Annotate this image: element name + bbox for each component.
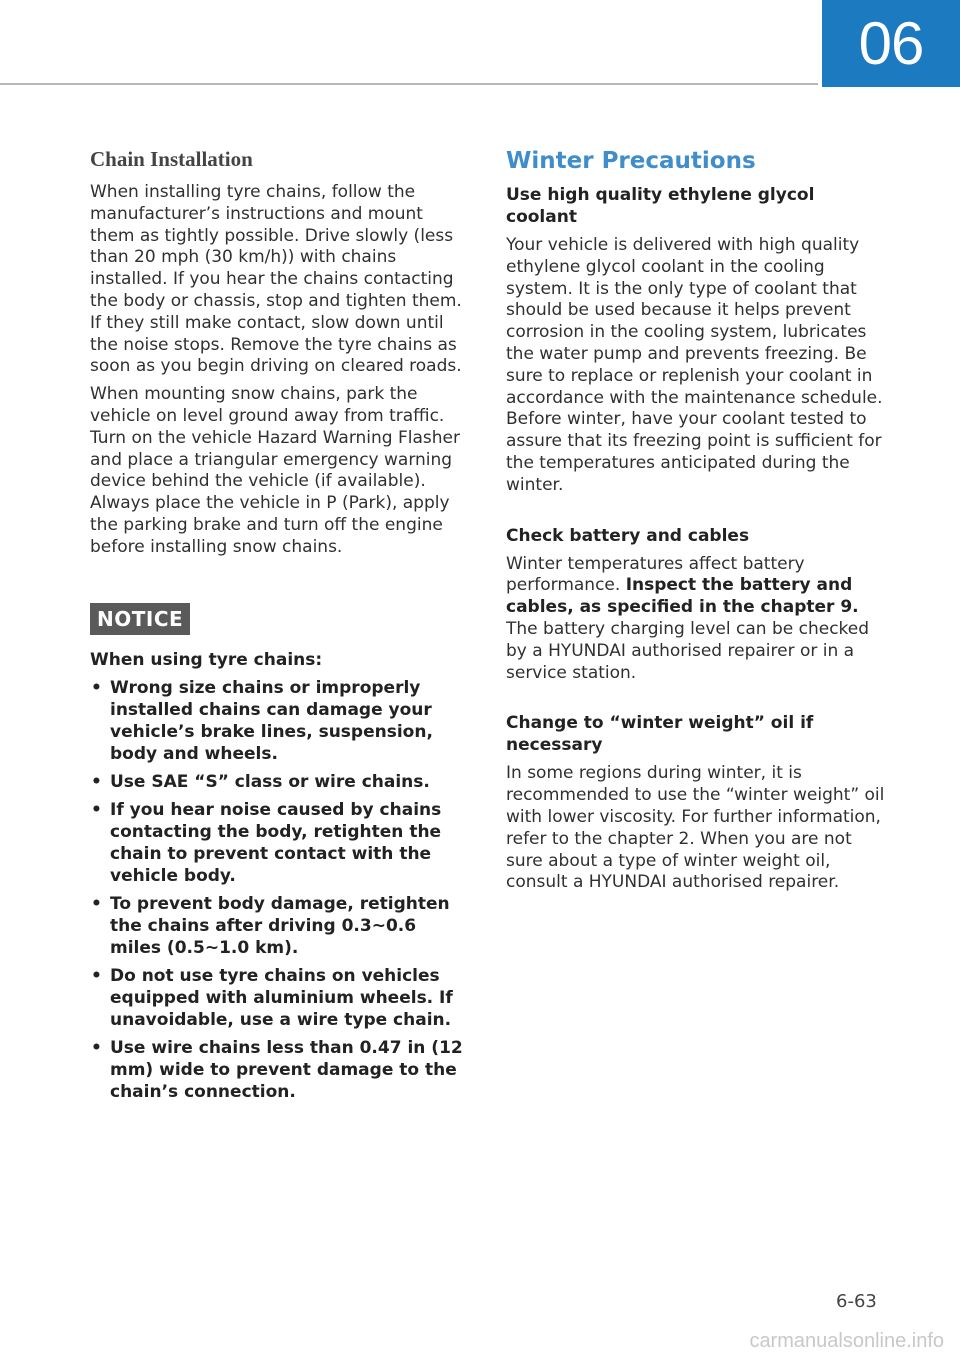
chapter-tab: 06	[822, 0, 960, 87]
battery-text: Winter temperatures affect battery performance.	[506, 553, 805, 596]
list-item	[90, 965, 468, 1031]
paragraph-battery	[506, 554, 886, 685]
subheading-battery: Check battery and cables	[506, 525, 750, 546]
bullet-icon: •	[91, 965, 102, 986]
bullet-icon: •	[91, 771, 102, 792]
left-column	[90, 145, 468, 1109]
battery-text-continued: The battery charging level can be checked by a HYUNDAI authorised repairer or in a service station.	[506, 618, 870, 683]
bullet-icon: •	[91, 677, 102, 698]
notice-bullet-list	[90, 677, 468, 1103]
list-item	[90, 1037, 468, 1103]
list-item-text: If you hear noise caused by chains contacting the body, retighten the chain to prevent contact with the vehicle body.	[110, 799, 442, 886]
subheading-oil: Change to “winter weight” oil if necessary	[506, 713, 814, 756]
watermark: carmanualsonline.info	[749, 1330, 944, 1352]
paragraph-coolant: Your vehicle is delivered with high quality ethylene glycol coolant in the cooling system. It is the only type of coolant that should be used because it helps prevent corrosion in the cooling system, lubricates the water pump and prevents freezing. Be sure to replace or replenish your coolant in accordance with the maintenance schedule. Before winter, have your coolant tested to assure that its freezing point is sufficient for the temperatures anticipated during the winter.	[506, 235, 883, 495]
list-item	[90, 677, 468, 765]
paragraph: When mounting snow chains, park the vehicle on level ground away from traffic. Turn on the vehicle Hazard Warning Flasher and place a triangular emergency warning device behind the vehicle (if available). Always place the vehicle in P (Park), apply the parking brake and turn off the engine before installing snow chains.	[90, 384, 460, 557]
list-item	[90, 893, 468, 959]
list-item	[90, 799, 468, 887]
bullet-icon: •	[91, 893, 102, 914]
page-number: 6-63	[836, 1291, 877, 1312]
list-item-text: Use SAE “S” class or wire chains.	[110, 771, 430, 792]
right-column	[506, 145, 886, 900]
bullet-icon: •	[91, 1037, 102, 1058]
list-item	[90, 771, 468, 793]
list-item-text: Wrong size chains or improperly installed chains can damage your vehicle’s brake lines, suspension, body and wheels.	[110, 677, 433, 764]
list-item-text: Do not use tyre chains on vehicles equipped with aluminium wheels. If unavoidable, use a wire type chain.	[110, 965, 453, 1030]
bullet-icon: •	[91, 799, 102, 820]
section-heading-winter-precautions: Winter Precautions	[506, 148, 756, 174]
notice-badge: NOTICE	[90, 603, 190, 635]
battery-emphasis: Inspect the battery and cables, as specified in the chapter 9.	[506, 575, 859, 618]
header-rule	[0, 83, 818, 85]
list-item-text: To prevent body damage, retighten the chains after driving 0.3~0.6 miles (0.5~1.0 km).	[110, 893, 450, 958]
notice-box	[90, 565, 468, 1103]
paragraph-oil: In some regions during winter, it is recommended to use the “winter weight” oil with lower viscosity. For further information, refer to the chapter 2. When you are not sure about a type of winter weight oil, consult a HYUNDAI authorised repairer.	[506, 763, 885, 893]
section-heading-chain-installation: Chain Installation	[90, 147, 253, 171]
paragraph: When installing tyre chains, follow the manufacturer’s instructions and mount them as tightly possible. Drive slowly (less than 20 mph (30 km/h)) with chains installed. If you hear the chains contacting the body or chassis, stop and tighten them. If they still make contact, slow down until the noise stops. Remove the tyre chains as soon as you begin driving on cleared roads.	[90, 182, 462, 377]
notice-lead: When using tyre chains:	[90, 649, 323, 670]
subheading-coolant: Use high quality ethylene glycol coolant	[506, 185, 815, 227]
list-item-text: Use wire chains less than 0.47 in (12 mm) wide to prevent damage to the chain’s connection.	[110, 1037, 463, 1102]
